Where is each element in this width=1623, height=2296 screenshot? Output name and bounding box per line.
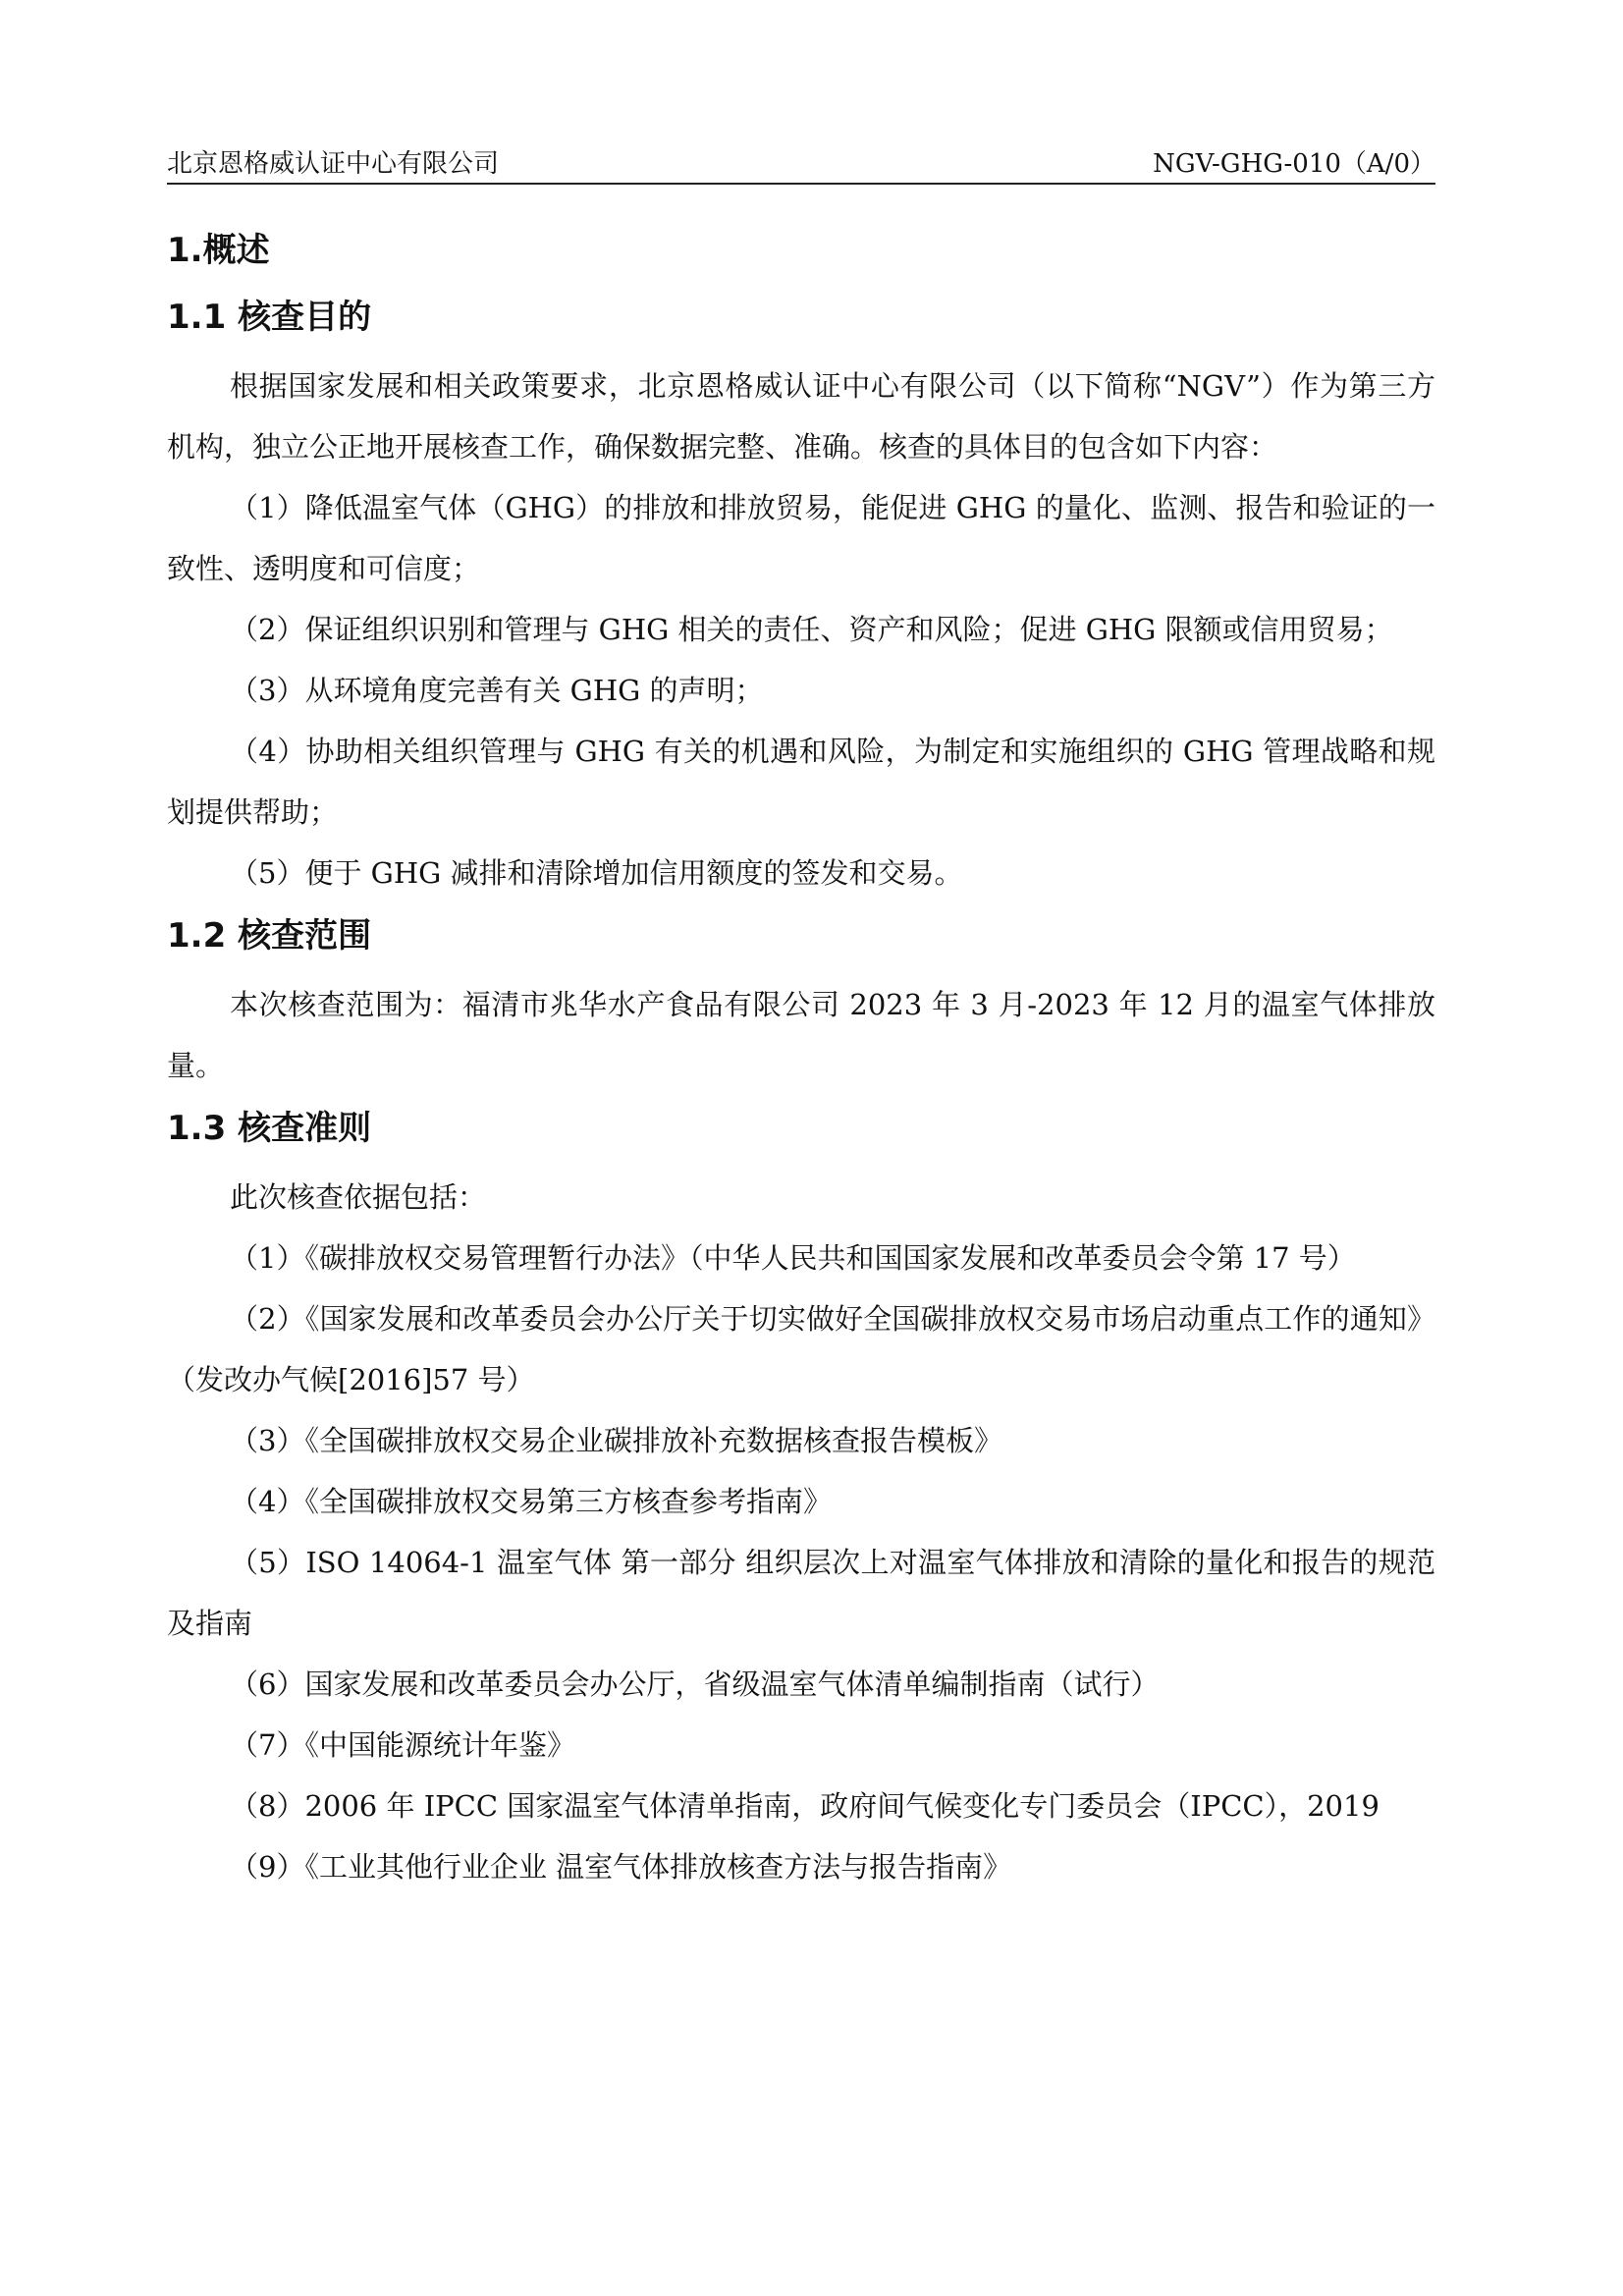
- section-1-3-heading: 1.3 核查准则: [167, 1109, 372, 1148]
- section-1-heading: 1.概述: [167, 231, 270, 270]
- header-divider: [167, 183, 1435, 185]
- section-1-1-heading: 1.1 核查目的: [167, 298, 372, 337]
- section-1-3-intro: 此次核查依据包括：: [230, 1180, 487, 1214]
- section-1-2-heading: 1.2 核查范围: [167, 916, 372, 956]
- criteria-item-8: （8）2006 年 IPCC 国家温室气体清单指南，政府间气候变化专门委员会（IPCC），2019: [230, 1789, 1380, 1823]
- purpose-item-5: （5）便于 GHG 减排和清除增加信用额度的签发和交易。: [230, 856, 963, 890]
- section-1-1-intro: 根据国家发展和相关政策要求，北京恩格威认证中心有限公司（以下简称“NGV”）作为第三方机构，独立公正地开展核查工作，确保数据完整、准确。核查的具体目的包含如下内容：: [167, 369, 1435, 464]
- purpose-item-4: （4）协助相关组织管理与 GHG 有关的机遇和风险，为制定和实施组织的 GHG 管理战略和规划提供帮助；: [167, 735, 1435, 829]
- header-document-code: NGV-GHG-010（A/0）: [1153, 149, 1435, 179]
- criteria-item-5: （5）ISO 14064-1 温室气体 第一部分 组织层次上对温室气体排放和清除的量化和报告的规范及指南: [167, 1546, 1435, 1640]
- purpose-item-1: （1）降低温室气体（GHG）的排放和排放贸易，能促进 GHG 的量化、监测、报告和验证的一致性、透明度和可信度；: [167, 491, 1435, 585]
- document-body: [167, 226, 1435, 1897]
- criteria-item-9: （9）《工业其他行业企业 温室气体排放核查方法与报告指南》: [230, 1850, 1012, 1884]
- criteria-item-1: （1）《碳排放权交易管理暂行办法》（中华人民共和国国家发展和改革委员会令第 17 号）: [230, 1241, 1356, 1275]
- section-1-2-text: 本次核查范围为：福清市兆华水产食品有限公司 2023 年 3 月-2023 年 12 月的温室气体排放量。: [167, 988, 1435, 1082]
- criteria-item-3: （3）《全国碳排放权交易企业碳排放补充数据核查报告模板》: [230, 1424, 1002, 1457]
- page-header: [167, 137, 1435, 181]
- purpose-item-3: （3）从环境角度完善有关 GHG 的声明；: [230, 674, 764, 707]
- criteria-item-6: （6）国家发展和改革委员会办公厅，省级温室气体清单编制指南（试行）: [230, 1667, 1160, 1701]
- purpose-item-2: （2）保证组织识别和管理与 GHG 相关的责任、资产和风险；促进 GHG 限额或信用贸易；: [230, 613, 1393, 646]
- criteria-item-2: （2）《国家发展和改革委员会办公厅关于切实做好全国碳排放权交易市场启动重点工作的通知》（发改办气候[2016]57 号）: [167, 1302, 1435, 1396]
- criteria-item-7: （7）《中国能源统计年鉴》: [230, 1728, 575, 1762]
- criteria-item-4: （4）《全国碳排放权交易第三方核查参考指南》: [230, 1485, 832, 1518]
- header-company-name: 北京恩格威认证中心有限公司: [167, 149, 500, 179]
